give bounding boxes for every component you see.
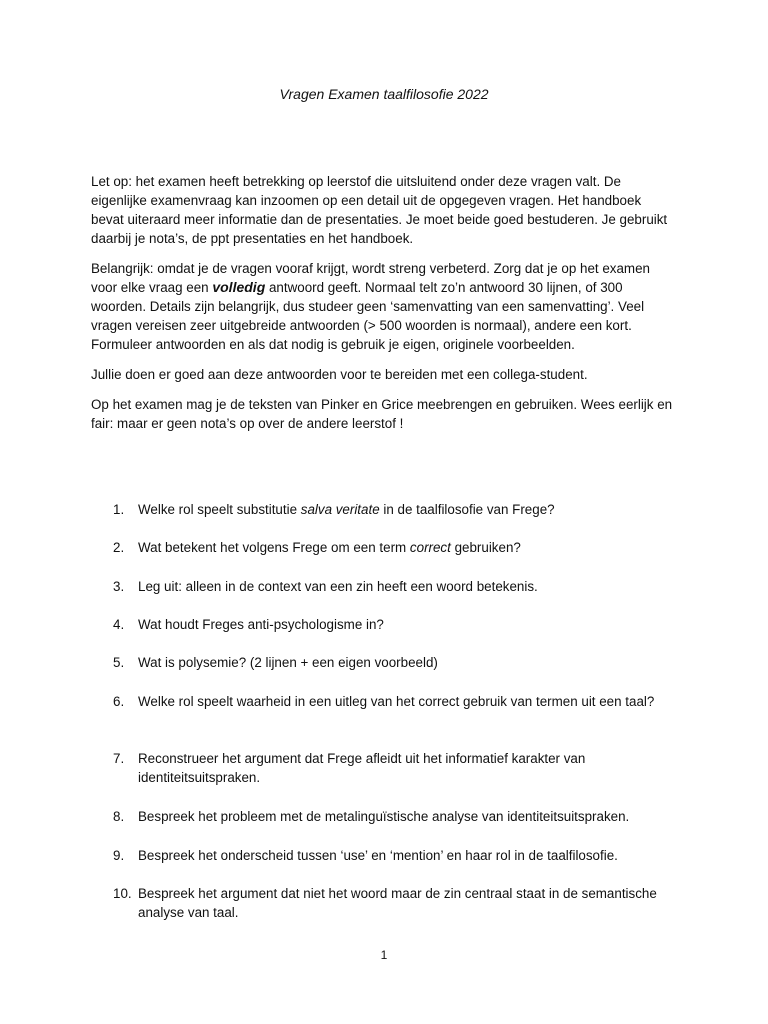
question-item [113, 577, 673, 596]
question-item [113, 807, 673, 826]
intro-paragraph-2 [91, 259, 676, 354]
question-item [113, 653, 673, 672]
question-item [113, 615, 673, 634]
question-text: Wat houdt Freges anti-psychologisme in? [138, 617, 384, 632]
question-number: 6. [113, 694, 125, 709]
question-item [113, 846, 673, 865]
question-number: 3. [113, 579, 125, 594]
question-text-part: in de taalfilosofie van Frege? [379, 502, 555, 517]
intro-p2-after: antwoord geeft. Normaal telt zo’n antwoord 30 lijnen, of 300 woorden. Details zijn belangrijk, dus studeer geen ‘samenvatting van een samenvatting’. Veel vragen vereisen zeer uitgebreide antwoorden (> 500 woorden is normaal), andere een kort. Formuleer antwoorden en als dat nodig is gebruik je eigen, originele voorbeelden. [91, 280, 645, 352]
question-number: 9. [113, 848, 125, 863]
question-text-part: gebruiken? [450, 540, 521, 555]
question-item [113, 692, 673, 711]
intro-section [91, 172, 676, 444]
question-item [113, 884, 673, 922]
question-item [113, 538, 673, 557]
question-number: 7. [113, 751, 125, 766]
question-number: 4. [113, 617, 125, 632]
question-number: 8. [113, 809, 125, 824]
intro-paragraph-4: Op het examen mag je de teksten van Pinker en Grice meebrengen en gebruiken. Wees eerlijk en fair: maar er geen nota’s op over de andere leerstof ! [91, 397, 673, 431]
question-text: Welke rol speelt waarheid in een uitleg van het correct gebruik van termen uit een taal? [138, 694, 655, 709]
question-text-part: Welke rol speelt substitutie [138, 502, 301, 517]
intro-paragraph-1: Let op: het examen heeft betrekking op leerstof die uitsluitend onder deze vragen valt. De eigenlijke examenvraag kan inzoomen op een detail uit de opgegeven vragen. Het handboek bevat uiteraard meer informatie dan de presentaties. Je moet beide goed bestuderen. Je gebruikt daarbij je nota’s, de ppt presentaties en het handboek. [91, 174, 668, 246]
question-text-part: Wat betekent het volgens Frege om een term [138, 540, 410, 555]
question-number: 1. [113, 502, 125, 517]
question-number: 2. [113, 540, 125, 555]
question-number: 5. [113, 655, 125, 670]
intro-p2-emphasis: volledig [212, 279, 266, 295]
question-text: Wat is polysemie? (2 lijnen + een eigen voorbeeld) [138, 655, 438, 670]
question-text: Bespreek het argument dat niet het woord maar de zin centraal staat in de semantische analyse van taal. [138, 886, 657, 920]
question-text: Bespreek het onderscheid tussen ‘use’ en ‘mention’ en haar rol in de taalfilosofie. [138, 848, 618, 863]
intro-paragraph-3: Jullie doen er goed aan deze antwoorden voor te bereiden met een collega-student. [91, 367, 588, 382]
question-number: 10. [113, 886, 132, 901]
question-text [113, 500, 673, 519]
question-item [113, 500, 673, 519]
question-text-italic: correct [409, 540, 451, 555]
page-number: 1 [380, 948, 388, 962]
document-title: Vragen Examen taalfilosofie 2022 [279, 86, 489, 102]
question-text-italic: salva veritate [300, 502, 380, 517]
question-text [113, 538, 673, 557]
question-text: Reconstrueer het argument dat Frege afleidt uit het informatief karakter van identiteitsuitspraken. [138, 751, 586, 785]
question-text: Bespreek het probleem met de metalinguïstische analyse van identiteitsuitspraken. [138, 809, 630, 824]
intro-p2-before: Belangrijk: omdat je de vragen vooraf krijgt, wordt streng verbeterd. Zorg dat je op het examen voor elke vraag een [91, 261, 650, 295]
question-text: Leg uit: alleen in de context van een zin heeft een woord betekenis. [138, 579, 538, 594]
question-item [113, 749, 673, 787]
